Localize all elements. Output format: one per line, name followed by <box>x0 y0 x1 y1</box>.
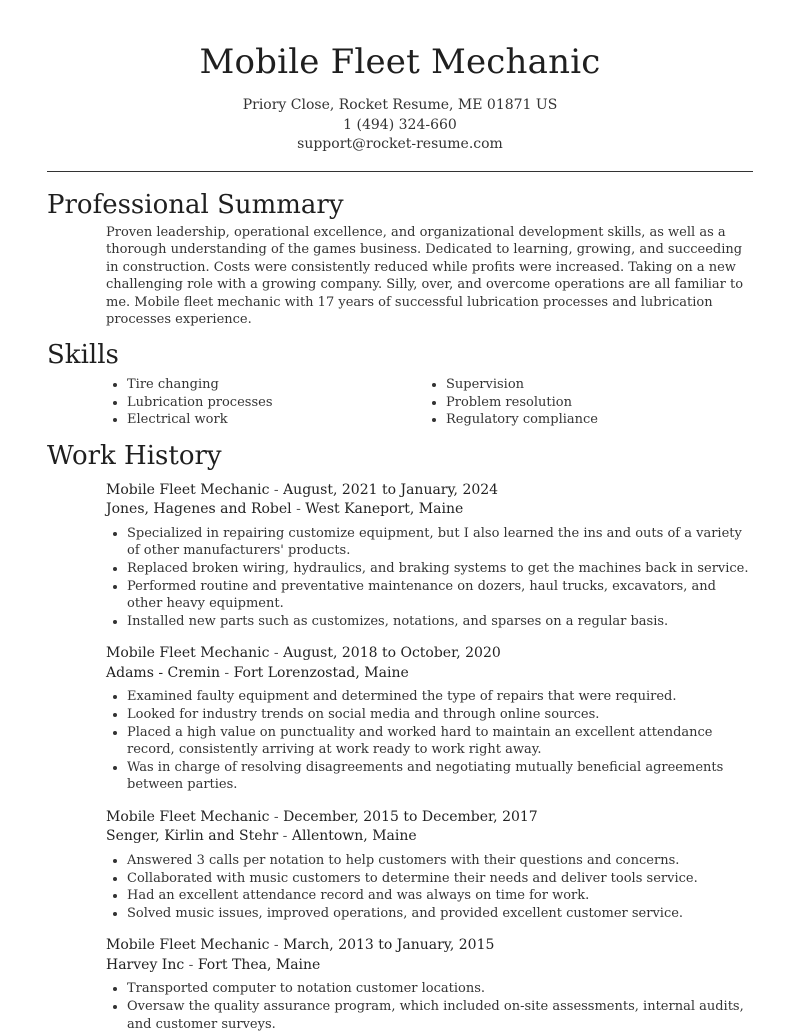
summary-section <box>0 190 800 330</box>
contact-address: Priory Close, Rocket Resume, ME 01871 US <box>242 97 558 113</box>
summary-text: Proven leadership, operational excellence, and organizational development skills, as well as a thorough understanding of the games business. Dedicated to learning, growing, and succeeding in construction. Costs were consistently reduced while profits were increased. Taking on a new challenging role with a growing company. Silly, over, and overcome operations are all familiar to me. Mobile fleet mechanic with 17 years of successful lubrication processes and lubrication processes experience. <box>106 224 744 328</box>
job-dates: December, 2015 to December, 2017 <box>283 808 538 825</box>
job-bullet: • Placed a high value on punctuality and worked hard to maintain an excellent attendance record, consistently arriving at work ready to work right away. <box>127 724 753 759</box>
job-title-line <box>106 808 753 828</box>
job-dates: March, 2013 to January, 2015 <box>283 937 495 954</box>
resume-name: Mobile Fleet Mechanic <box>199 42 601 82</box>
skills-column-right <box>425 376 744 429</box>
job-entry <box>0 644 800 794</box>
job-title-line <box>106 936 753 956</box>
job-title-line <box>106 644 753 664</box>
job-title: Mobile Fleet Mechanic <box>106 808 270 825</box>
skills-heading: Skills <box>47 340 119 371</box>
job-location: Fort Lorenzostad, Maine <box>233 664 409 681</box>
company-location-separator: - <box>278 828 292 845</box>
resume-header <box>0 0 800 155</box>
skill-item: • Lubrication processes <box>127 394 425 412</box>
title-date-separator: - <box>269 481 284 498</box>
job-title: Mobile Fleet Mechanic <box>106 645 270 662</box>
title-date-separator: - <box>269 937 284 954</box>
title-date-separator: - <box>269 645 284 662</box>
job-bullet: • Oversaw the quality assurance program, which included on-site assessments, internal audits, and customer surveys. <box>127 998 753 1033</box>
job-title: Mobile Fleet Mechanic <box>106 937 270 954</box>
job-bullets <box>106 980 753 1033</box>
job-entry <box>0 936 800 1033</box>
skills-section <box>0 340 800 429</box>
contact-email[interactable]: support@rocket-resume.com <box>297 136 503 152</box>
job-location: Allentown, Maine <box>291 828 417 845</box>
work-history-section <box>0 441 800 1033</box>
job-bullet: • Was in charge of resolving disagreements and negotiating mutually beneficial agreements between parties. <box>127 759 753 794</box>
job-bullet: • Transported computer to notation customer locations. <box>127 980 753 998</box>
job-bullet: • Looked for industry trends on social media and through online sources. <box>127 706 753 724</box>
job-entry <box>0 808 800 922</box>
job-title-line <box>106 481 753 501</box>
skill-item: • Problem resolution <box>446 394 744 412</box>
header-divider <box>47 171 753 172</box>
contact-phone: 1 (494) 324-660 <box>343 116 457 133</box>
job-entry <box>0 481 800 631</box>
job-bullet: • Installed new parts such as customizes, notations, and sparses on a regular basis. <box>127 613 753 631</box>
job-bullet: • Had an excellent attendance record and was always on time for work. <box>127 887 753 905</box>
job-bullet: • Examined faulty equipment and determined the type of repairs that were required. <box>127 688 753 706</box>
company-location-separator: - <box>184 956 198 973</box>
job-bullet: • Solved music issues, improved operations, and provided excellent customer service. <box>127 905 753 923</box>
job-company: Adams - Cremin <box>106 664 220 681</box>
job-company: Harvey Inc <box>106 956 185 973</box>
job-bullets <box>106 852 753 922</box>
skill-item: • Regulatory compliance <box>446 411 744 429</box>
job-location: West Kaneport, Maine <box>305 501 464 518</box>
skills-column-left <box>106 376 425 429</box>
skill-item: • Electrical work <box>127 411 425 429</box>
job-company: Jones, Hagenes and Robel <box>106 501 292 518</box>
job-company-line <box>106 664 753 684</box>
summary-heading: Professional Summary <box>47 189 344 220</box>
job-bullet: • Specialized in repairing customize equipment, but I also learned the ins and outs of a variety of other manufacturers' products. <box>127 525 753 560</box>
job-company: Senger, Kirlin and Stehr <box>106 828 279 845</box>
job-bullet: • Replaced broken wiring, hydraulics, and braking systems to get the machines back in service. <box>127 560 753 578</box>
job-bullet: • Collaborated with music customers to determine their needs and deliver tools service. <box>127 870 753 888</box>
work-history-heading: Work History <box>47 440 222 471</box>
skills-list <box>0 376 800 429</box>
company-location-separator: - <box>291 501 306 518</box>
job-location: Fort Thea, Maine <box>197 956 321 973</box>
job-dates: August, 2021 to January, 2024 <box>283 481 499 498</box>
skill-item: • Supervision <box>446 376 744 394</box>
contact-block <box>0 96 800 155</box>
skill-item: • Tire changing <box>127 376 425 394</box>
job-bullet: • Performed routine and preventative maintenance on dozers, haul trucks, excavators, and other heavy equipment. <box>127 578 753 613</box>
job-company-line <box>106 956 753 976</box>
job-bullets <box>106 688 753 794</box>
job-dates: August, 2018 to October, 2020 <box>283 645 501 662</box>
job-title: Mobile Fleet Mechanic <box>106 481 270 498</box>
job-company-line <box>106 827 753 847</box>
company-location-separator: - <box>219 664 234 681</box>
job-bullets <box>106 525 753 631</box>
job-company-line <box>106 500 753 520</box>
job-bullet: • Answered 3 calls per notation to help customers with their questions and concerns. <box>127 852 753 870</box>
title-date-separator: - <box>269 808 284 825</box>
